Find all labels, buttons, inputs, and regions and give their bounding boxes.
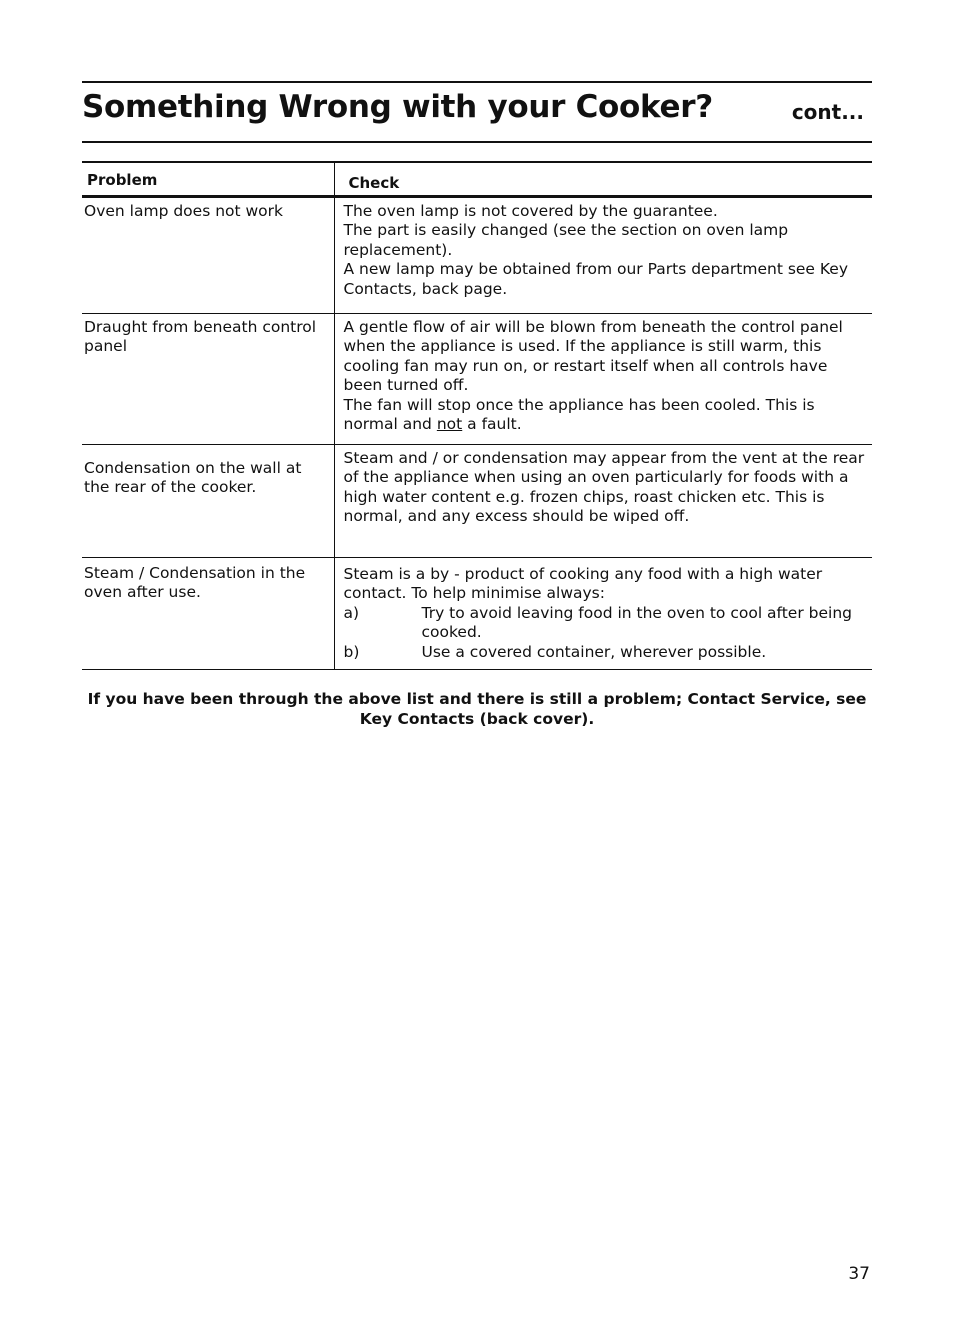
check-cell xyxy=(334,196,872,313)
list-text: Use a covered container, wherever possible. xyxy=(421,642,767,661)
column-header-check: Check xyxy=(334,162,872,196)
problem-cell: Steam / Condensation in the oven after use. xyxy=(82,557,334,669)
table-row xyxy=(82,444,872,557)
problem-cell: Condensation on the wall at the rear of the cooker. xyxy=(82,444,334,557)
problem-cell: Draught from beneath control panel xyxy=(82,313,334,444)
list-marker: b) xyxy=(343,642,360,661)
problem-cell: Oven lamp does not work xyxy=(82,196,334,313)
check-cell xyxy=(334,557,872,669)
list-item xyxy=(344,604,871,643)
check-text: Steam and / or condensation may appear from the vent at the rear of the appliance when using an oven particularly for foods with a high water content e.g. frozen chips, roast chicken etc. This is normal, and any excess should be wiped off. xyxy=(343,448,865,526)
table-row xyxy=(82,313,872,444)
column-header-problem: Problem xyxy=(82,162,334,196)
table-header-row xyxy=(82,162,872,196)
check-text: A new lamp may be obtained from our Parts department see Key Contacts, back page. xyxy=(343,260,848,298)
page-title: Something Wrong with your Cooker? xyxy=(82,89,713,125)
check-text-lead: The fan will stop once the appliance has been cooled. This is normal and xyxy=(343,395,815,434)
check-cell xyxy=(334,313,872,444)
check-cell xyxy=(334,444,872,557)
page-header xyxy=(82,81,872,143)
continued-label: cont... xyxy=(791,100,864,124)
check-text xyxy=(344,396,871,435)
check-text: The oven lamp is not covered by the guarantee. xyxy=(343,201,718,220)
list-marker: a) xyxy=(343,603,360,622)
check-text-tail: a fault. xyxy=(462,415,522,434)
check-text: A gentle flow of air will be blown from beneath the control panel when the appliance is used. If the appliance is still warm, this cooling fan may run on, or restart itself when all controls have been turned off. xyxy=(343,317,843,395)
list-item xyxy=(344,643,871,663)
check-text: Steam is a by - product of cooking any food with a high water contact. To help minimise always: xyxy=(343,564,823,603)
check-text: The part is easily changed (see the section on oven lamp replacement). xyxy=(343,221,789,259)
table-row xyxy=(82,196,872,313)
emphasis-text: not xyxy=(436,415,463,434)
troubleshooting-table xyxy=(82,161,872,670)
table-row xyxy=(82,557,872,669)
contact-service-note: If you have been through the above list and there is still a problem; Contact Service, see Key Contacts (back cover). xyxy=(87,690,867,728)
page-number: 37 xyxy=(848,1264,870,1284)
list-text: Try to avoid leaving food in the oven to cool after being cooked. xyxy=(421,603,852,642)
